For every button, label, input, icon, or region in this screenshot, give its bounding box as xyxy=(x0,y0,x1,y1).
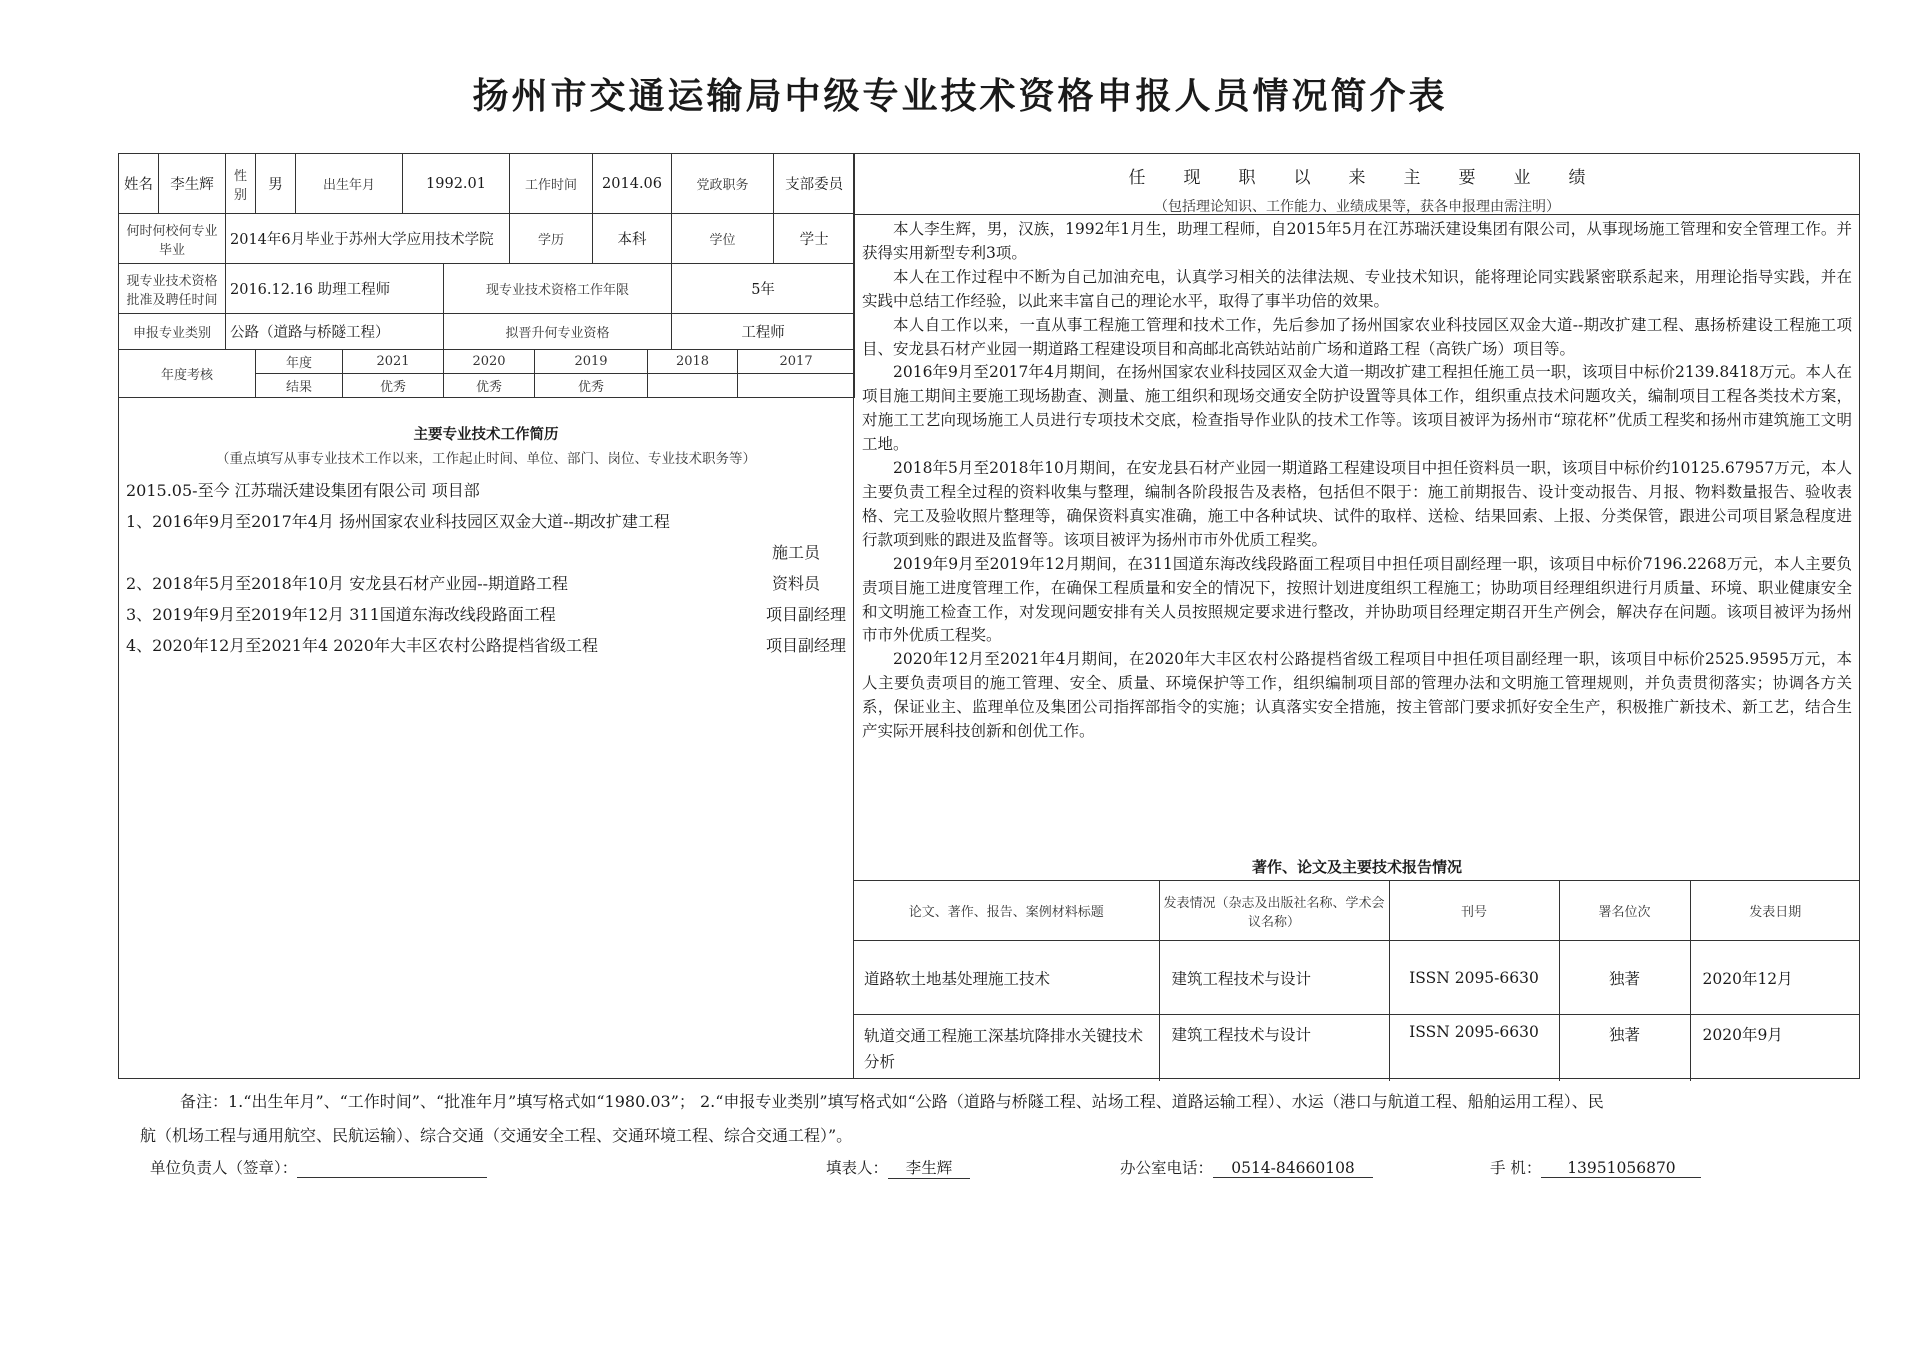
work-history-heading: 主要专业技术工作简历 xyxy=(413,426,559,443)
category-value: 公路（道路与桥隧工程） xyxy=(226,314,444,350)
degree-value: 本科 xyxy=(593,214,672,264)
target-value: 工程师 xyxy=(672,314,855,350)
pub-title: 道路软土地基处理施工技术 xyxy=(854,941,1159,1015)
work-history-list xyxy=(126,475,846,661)
table-row xyxy=(854,1015,1860,1081)
assessment-result xyxy=(738,374,855,398)
work-item-text: 1、2016年9月至2017年4月 扬州国家农业科技园区双金大道--期改扩建工程 xyxy=(126,512,670,531)
work-item-role: 项目副经理 xyxy=(765,605,846,624)
pub-col-header: 发表情况（杂志及出版社名称、学术会议名称） xyxy=(1159,881,1389,941)
filler xyxy=(826,1156,970,1179)
unit-signature-line xyxy=(297,1159,487,1178)
pub-date: 2020年9月 xyxy=(1690,1015,1860,1081)
assessment-result: 优秀 xyxy=(444,374,535,398)
assessment-year: 2021 xyxy=(343,350,444,374)
pub-issn: ISSN 2095-6630 xyxy=(1389,1015,1559,1081)
assessment-year-label: 年度 xyxy=(256,350,343,374)
achievements-header xyxy=(854,153,1860,215)
target-label: 拟晋升何专业资格 xyxy=(444,314,672,350)
xuewei-value: 学士 xyxy=(774,214,855,264)
achievement-paragraph: 本人李生辉，男，汉族，1992年1月生，助理工程师，自2015年5月在江苏瑞沃建设集团有限公司，从事现场施工管理和安全管理工作。并获得实用新型专利3项。 xyxy=(862,220,1852,262)
party-label: 党政职务 xyxy=(672,154,774,214)
qualification-label: 现专业技术资格批准及聘任时间 xyxy=(119,264,226,314)
name-label: 姓名 xyxy=(119,154,159,214)
work-item-text: 2、2018年5月至2018年10月 安龙县石材产业园--期道路工程 xyxy=(126,574,569,593)
school-label: 何时何校何专业毕业 xyxy=(119,214,226,264)
mobile-phone-label: 手 机： xyxy=(1490,1159,1542,1177)
pub-journal: 建筑工程技术与设计 xyxy=(1159,941,1389,1015)
mobile-phone-value: 13951056870 xyxy=(1541,1159,1701,1178)
work-item-role: 施工员 xyxy=(771,543,820,562)
work-company: 2015.05-至今 江苏瑞沃建设集团有限公司 项目部 xyxy=(126,481,480,500)
publications-table xyxy=(854,880,1860,1081)
achievement-paragraph: 本人在工作过程中不断为自己加油充电，认真学习相关的法律法规、专业技术知识，能将理论同实践紧密联系起来，用理论指导实践，并在实践中总结工作经验，以此来丰富自己的理论水平，取得了事半功倍的效果。 xyxy=(862,267,1852,310)
unit-signature xyxy=(150,1156,487,1178)
table-row xyxy=(854,941,1860,1015)
gender-value: 男 xyxy=(256,154,296,214)
note-line: 航（机场工程与通用航空、民航运输）、综合交通（交通安全工程、交通环境工程、综合交通工程）”。 xyxy=(140,1126,853,1145)
achievement-paragraph: 2020年12月至2021年4月期间，在2020年大丰区农村公路提档省级工程项目中担任项目副经理一职，该项目中标价2525.9595万元，本人主要负责项目的施工管理、安全、质量、环境保护等工作，组织编制项目部的管理办法和文明施工管理规则，并负责贯彻落实；协调各方关系，保证业主、监理单位及集团公司指挥部指令的实施；认真落实安全措施，按主管部门要求抓好安全生产，积极推广新技术、新工艺，结合生产实际开展科技创新和创优工作。 xyxy=(862,650,1852,741)
achievement-paragraph: 2016年9月至2017年4月期间，在扬州国家农业科技园区双金大道一期改扩建工程担任施工员一职，该项目中标价2139.8418万元。本人在项目施工期间主要施工现场勘查、测量、施工组织和现场交通安全防护设置等具体工作，组织重点技术问题攻关，编制项目工程各类技术方案，对施工工艺向现场施工人员进行专项技术交底，检查指导作业队的技术工作等。该项目被评为扬州市“琼花杯”优质工程奖和扬州市建筑施工文明工地。 xyxy=(862,363,1852,454)
pub-author-rank: 独著 xyxy=(1559,941,1690,1015)
birth-value: 1992.01 xyxy=(403,154,510,214)
gender-label: 性别 xyxy=(226,154,256,214)
achievement-paragraph: 2018年5月至2018年10月期间，在安龙县石材产业园一期道路工程建设项目中担任资料员一职，该项目中标价约10125.67957万元，本人主要负责工程全过程的资料收集与整理，编制各阶段报告及表格，包括但不限于：施工前期报告、设计变动报告、月报、物料数量报告、验收表格、完工及验收照片整理等，确保资料真实准确，施工中各种试块、试件的取样、送检、结果回索、上报、分类保管，跟进公司项目紧急程度进行款项到账的跟进及监督等。该项目被评为扬州市市外优质工程奖。 xyxy=(862,459,1852,549)
degree-label: 学历 xyxy=(510,214,593,264)
work-history-subheading: （重点填写从事专业技术工作以来，工作起止时间、单位、部门、岗位、专业技术职务等） xyxy=(216,451,756,467)
school-value: 2014年6月毕业于苏州大学应用技术学院 xyxy=(226,214,510,264)
work-item xyxy=(126,506,846,537)
party-value: 支部委员 xyxy=(774,154,855,214)
assessment-result xyxy=(648,374,738,398)
category-label: 申报专业类别 xyxy=(119,314,226,350)
qualification-years-label: 现专业技术资格工作年限 xyxy=(444,264,672,314)
work-item-role-row xyxy=(126,537,846,568)
birth-label: 出生年月 xyxy=(296,154,403,214)
pub-col-header: 署名位次 xyxy=(1559,881,1690,941)
office-phone xyxy=(1120,1156,1373,1178)
assessment-year: 2020 xyxy=(444,350,535,374)
assessment-result: 优秀 xyxy=(535,374,648,398)
assessment-result: 优秀 xyxy=(343,374,444,398)
pub-journal: 建筑工程技术与设计 xyxy=(1159,1015,1389,1081)
assessment-year: 2017 xyxy=(738,350,855,374)
office-phone-value: 0514-84660108 xyxy=(1213,1159,1373,1178)
work-item xyxy=(126,630,846,661)
filler-value: 李生辉 xyxy=(888,1156,970,1179)
work-item-role: 项目副经理 xyxy=(765,636,846,655)
page-title: 扬州市交通运输局中级专业技术资格申报人员情况简介表 xyxy=(472,75,1448,117)
publications-heading: 著作、论文及主要技术报告情况 xyxy=(1251,858,1462,876)
achievements-subheading: （包括理论知识、工作能力、业绩成果等，获各申报理由需注明） xyxy=(1154,199,1560,215)
achievements-text xyxy=(862,218,1852,744)
work-item xyxy=(126,568,846,599)
work-time-label: 工作时间 xyxy=(510,154,593,214)
pub-col-header: 刊号 xyxy=(1389,881,1559,941)
qualification-value: 2016.12.16 助理工程师 xyxy=(226,264,444,314)
work-item-role: 资料员 xyxy=(771,574,820,593)
pub-author-rank: 独著 xyxy=(1559,1015,1690,1081)
pub-issn: ISSN 2095-6630 xyxy=(1389,941,1559,1015)
xuewei-label: 学位 xyxy=(672,214,774,264)
pub-col-header: 论文、著作、报告、案例材料标题 xyxy=(854,881,1159,941)
pub-title: 轨道交通工程施工深基坑降排水关键技术分析 xyxy=(854,1015,1159,1081)
office-phone-label: 办公室电话： xyxy=(1120,1159,1214,1177)
achievement-paragraph: 本人自工作以来，一直从事工程施工管理和技术工作，先后参加了扬州国家农业科技园区双金大道--期改扩建工程、惠扬桥建设工程施工项目、安龙县石材产业园一期道路工程建设项目和高邮北高铁站站前广场和道路工程（高铁广场）项目等。 xyxy=(862,315,1852,358)
unit-signature-label: 单位负责人（签章）： xyxy=(150,1159,298,1177)
assessment-label: 年度考核 xyxy=(119,350,256,398)
work-item-text: 4、2020年12月至2021年4 2020年大丰区农村公路提档省级工程 xyxy=(126,636,598,655)
pub-col-header: 发表日期 xyxy=(1690,881,1860,941)
filler-label: 填表人： xyxy=(826,1159,889,1177)
name-value: 李生辉 xyxy=(159,154,226,214)
qualification-years-value: 5年 xyxy=(672,264,855,314)
assessment-result-label: 结果 xyxy=(256,374,343,398)
mobile-phone xyxy=(1490,1156,1701,1178)
basic-info-table xyxy=(118,153,855,398)
work-time-value: 2014.06 xyxy=(593,154,672,214)
assessment-year: 2018 xyxy=(648,350,738,374)
work-item xyxy=(126,599,846,630)
achievements-heading: 任现职以来主要业绩 xyxy=(1128,168,1624,188)
assessment-year: 2019 xyxy=(535,350,648,374)
notes xyxy=(140,1085,1860,1153)
note-line: 备注：1.“出生年月”、“工作时间”、“批准年月”填写格式如“1980.03”； 2.“申报专业类别”填写格式如“公路（道路与桥隧工程、站场工程、道路运输工程）、水运（港口与航道工程、船舶运用工程）、民 xyxy=(180,1092,1604,1111)
work-item-text: 3、2019年9月至2019年12月 311国道东海改线段路面工程 xyxy=(126,605,556,624)
pub-date: 2020年12月 xyxy=(1690,941,1860,1015)
achievement-paragraph: 2019年9月至2019年12月期间，在311国道东海改线段路面工程项目中担任项目副经理一职，该项目中标价7196.2268万元，本人主要负责项目施工进度管理工作，在确保工程质量和安全的情况下，按照计划进度组织工程施工；协助项目经理组织进行月质量、环境、职业健康安全和文明施工检查工作，对发现问题安排有关人员按照规定要求进行整改，并协助项目经理定期召开生产例会，解决存在问题。该项目被评为扬州市市外优质工程奖。 xyxy=(862,554,1852,645)
